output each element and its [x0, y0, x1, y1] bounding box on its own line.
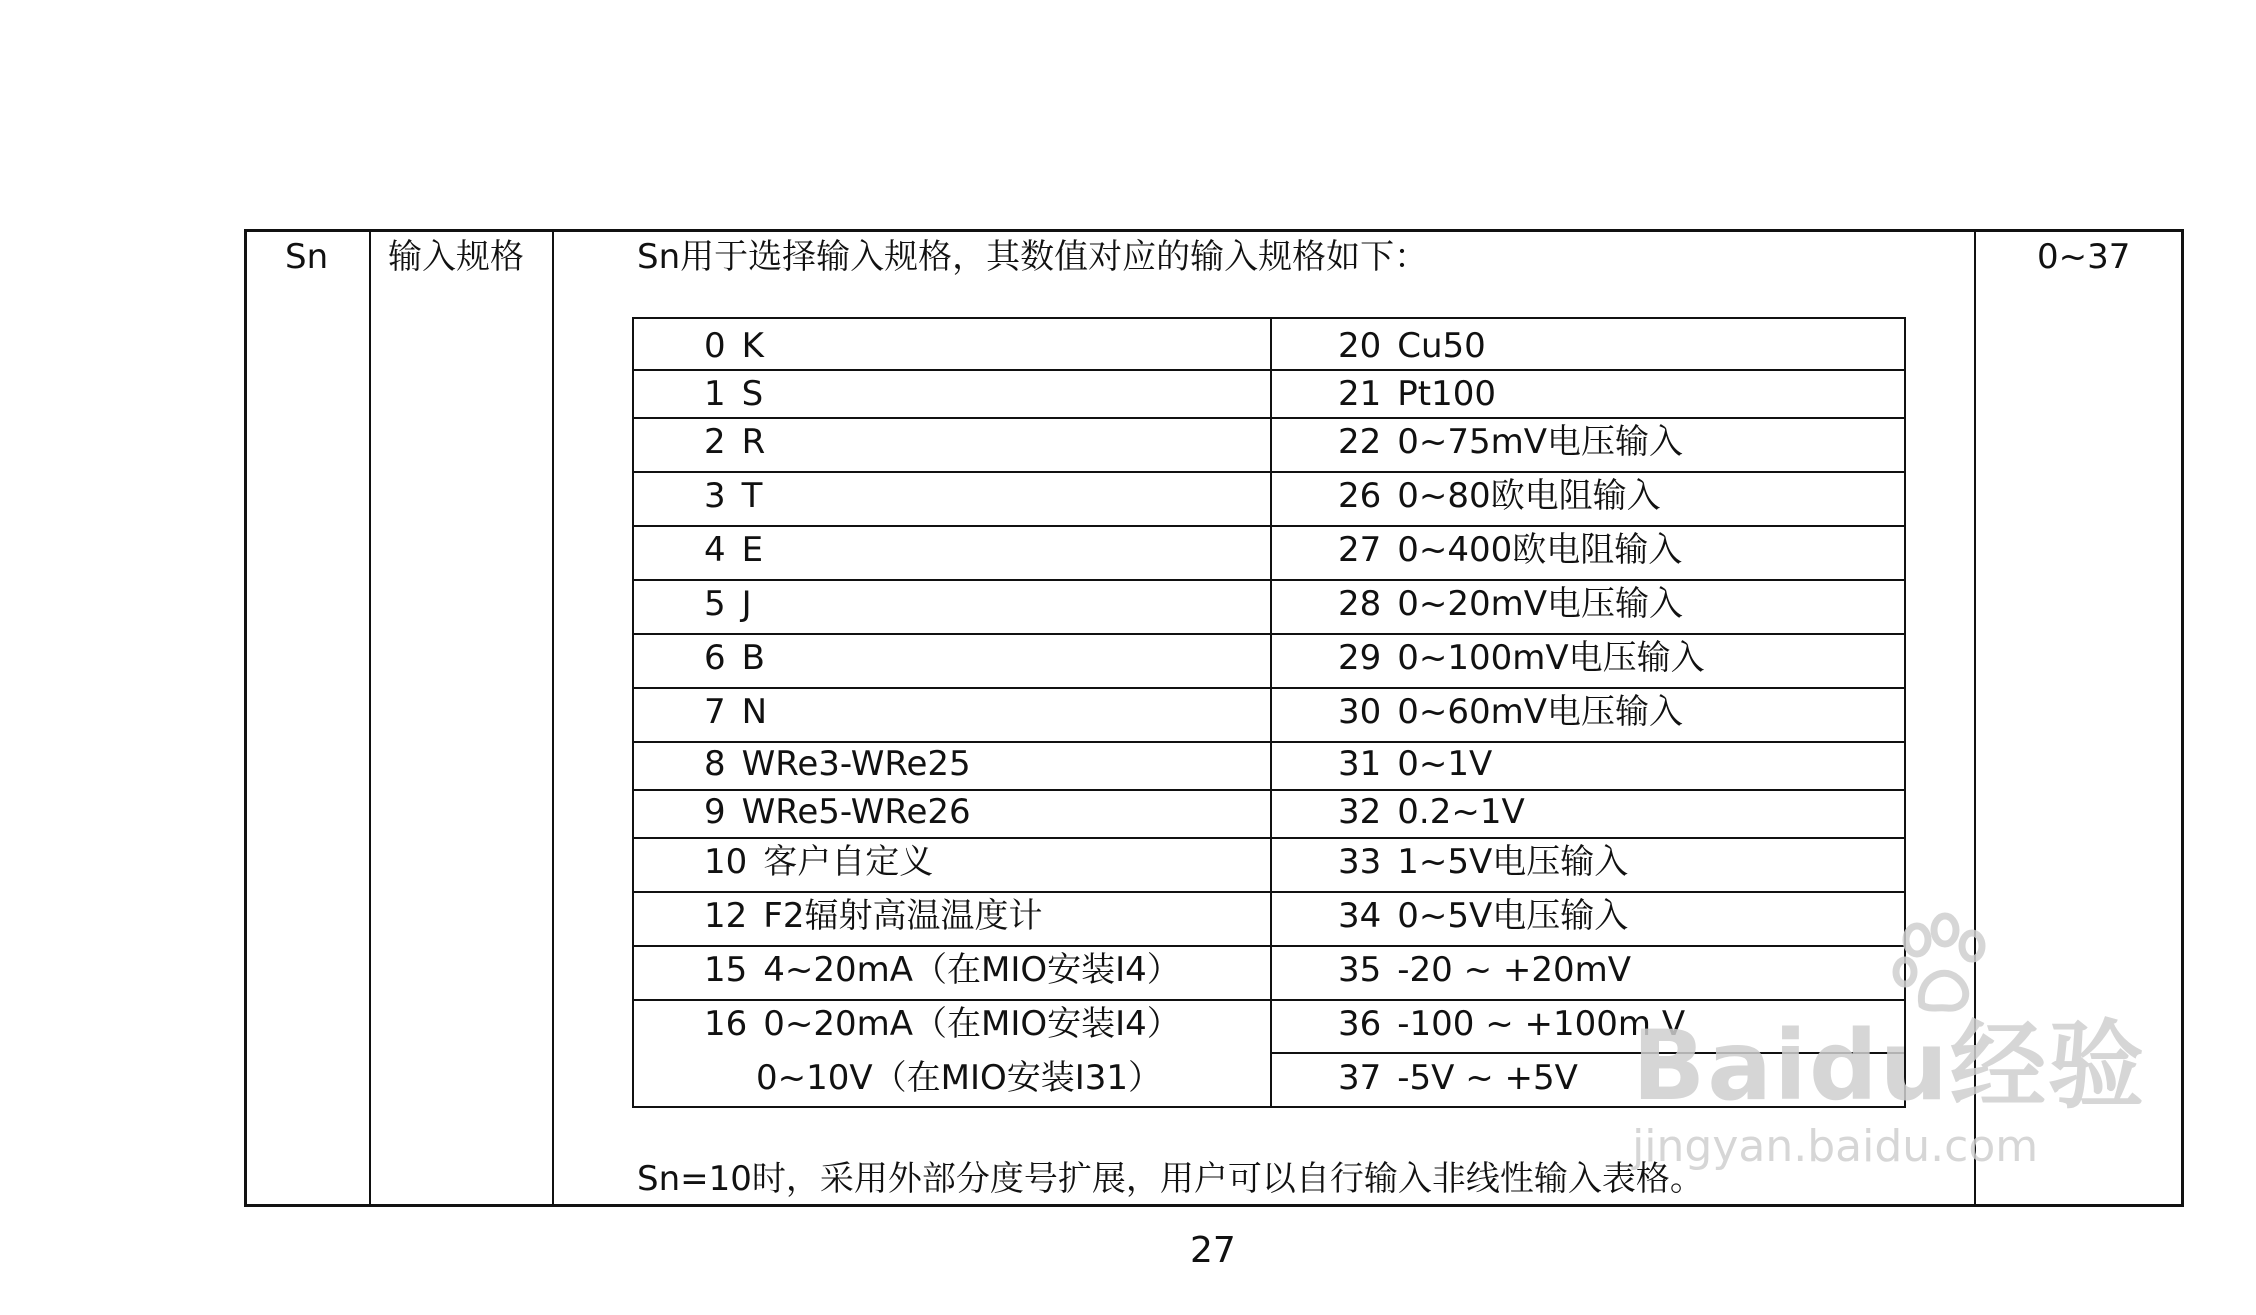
spec-code: 4 [704, 530, 726, 570]
spec-code: 20 [1338, 326, 1382, 366]
spec-label: 1~5V电压输入 [1397, 842, 1629, 882]
right-spec-item [1338, 950, 1632, 990]
left-spec-item [704, 744, 971, 784]
spec-label: WRe5-WRe26 [741, 792, 971, 832]
spec-label: 0~100mV电压输入 [1397, 638, 1705, 678]
row-divider [1270, 789, 1904, 791]
spec-code: 8 [704, 744, 726, 784]
column-divider [552, 232, 554, 1204]
row-divider [634, 741, 1270, 743]
row-divider [1270, 687, 1904, 689]
row-divider [634, 945, 1270, 947]
spec-label: E [741, 530, 764, 570]
row-divider [1270, 633, 1904, 635]
right-spec-item [1338, 476, 1661, 516]
left-spec-item [704, 326, 764, 366]
spec-label: S [741, 374, 764, 414]
right-spec-item [1338, 896, 1629, 936]
left-spec-item [704, 950, 1181, 990]
left-spec-item [704, 584, 752, 624]
spec-label: 0.2~1V [1397, 792, 1525, 832]
row-divider [1270, 417, 1904, 419]
spec-label: -5V ~ +5V [1397, 1058, 1578, 1098]
spec-label: 0~400欧电阻输入 [1397, 530, 1683, 570]
row-divider [1270, 891, 1904, 893]
spec-code: 34 [1338, 896, 1382, 936]
right-spec-item [1338, 374, 1496, 414]
spec-label: WRe3-WRe25 [741, 744, 971, 784]
page-number: 27 [1190, 1230, 1236, 1271]
spec-code: 32 [1338, 792, 1382, 832]
row-divider [1270, 945, 1904, 947]
watermark-brand: Baidu经验 [1632, 1010, 2146, 1122]
right-spec-item [1338, 584, 1684, 624]
param-name: 输入规格 [388, 237, 524, 277]
left-spec-item [704, 530, 764, 570]
spec-label: -20 ~ +20mV [1397, 950, 1632, 990]
spec-label: 0~60mV电压输入 [1397, 692, 1684, 732]
left-spec-item [704, 374, 764, 414]
spec-label: R [741, 422, 766, 462]
spec-code: 22 [1338, 422, 1382, 462]
paw-icon [1887, 910, 1997, 1020]
row-divider [634, 633, 1270, 635]
spec-code: 10 [704, 842, 748, 882]
right-spec-item [1338, 842, 1629, 882]
watermark-url: jingyan.baidu.com [1632, 1121, 2039, 1172]
right-spec-item [1338, 792, 1525, 832]
left-spec-item [704, 842, 934, 882]
spec-code: 28 [1338, 584, 1382, 624]
column-divider [369, 232, 371, 1204]
spec-code: 3 [704, 476, 726, 516]
spec-label: B [741, 638, 765, 678]
spec-label: 0~5V电压输入 [1397, 896, 1629, 936]
spec-code: 21 [1338, 374, 1382, 414]
spec-code: 5 [704, 584, 726, 624]
spec-code: 0 [704, 326, 726, 366]
baidu-watermark [1632, 990, 2146, 1172]
row-divider [634, 579, 1270, 581]
right-spec-item [1338, 744, 1493, 784]
row-divider [634, 837, 1270, 839]
param-range: 0~37 [2037, 237, 2131, 277]
right-spec-item [1338, 638, 1705, 678]
spec-label: T [741, 476, 763, 516]
spec-code: 16 [704, 1004, 748, 1044]
param-description-intro: Sn用于选择输入规格，其数值对应的输入规格如下： [637, 237, 1429, 277]
spec-code: 33 [1338, 842, 1382, 882]
spec-label: F2辐射高温温度计 [763, 896, 1043, 936]
spec-code: 6 [704, 638, 726, 678]
left-spec-item [704, 792, 971, 832]
spec-code: 29 [1338, 638, 1382, 678]
spec-label: -100 ~ +100m V [1397, 1004, 1686, 1044]
spec-code: 26 [1338, 476, 1382, 516]
row-divider [634, 789, 1270, 791]
spec-label: 客户自定义 [763, 842, 934, 882]
row-divider [1270, 837, 1904, 839]
left-spec-item [704, 638, 765, 678]
param-code: Sn [285, 237, 329, 277]
spec-code: 7 [704, 692, 726, 732]
spec-code: 9 [704, 792, 726, 832]
row-divider [634, 891, 1270, 893]
row-divider [1270, 369, 1904, 371]
left-spec-item [704, 692, 768, 732]
row-divider [634, 417, 1270, 419]
spec-code: 37 [1338, 1058, 1382, 1098]
spec-code: 36 [1338, 1004, 1382, 1044]
spec-label: 0~1V [1397, 744, 1493, 784]
spec-column-divider [1270, 319, 1272, 1106]
row-divider [1270, 471, 1904, 473]
spec-label: 0~75mV电压输入 [1397, 422, 1684, 462]
row-divider [634, 999, 1270, 1001]
row-divider [1270, 525, 1904, 527]
right-spec-item [1338, 326, 1486, 366]
left-spec-item [704, 422, 766, 462]
right-spec-item [1338, 1058, 1578, 1098]
row-divider [634, 687, 1270, 689]
right-spec-item [1338, 422, 1684, 462]
spec-code: 30 [1338, 692, 1382, 732]
spec-code: 27 [1338, 530, 1382, 570]
row-divider [634, 471, 1270, 473]
left-spec-item [740, 1058, 1163, 1098]
right-spec-item [1338, 692, 1684, 732]
row-divider [634, 369, 1270, 371]
spec-code: 15 [704, 950, 748, 990]
spec-label: K [741, 326, 764, 366]
spec-label: 0~80欧电阻输入 [1397, 476, 1661, 516]
spec-label: J [741, 584, 752, 624]
spec-label: 0~20mA（在MIO安装I4） [763, 1004, 1181, 1044]
right-spec-item [1338, 530, 1683, 570]
spec-label: 0~10V（在MIO安装I31） [756, 1058, 1163, 1098]
row-divider [1270, 741, 1904, 743]
left-spec-item [704, 896, 1043, 936]
spec-code: 31 [1338, 744, 1382, 784]
row-divider [634, 525, 1270, 527]
param-description-note: Sn=10时，采用外部分度号扩展，用户可以自行输入非线性输入表格。 [637, 1159, 1704, 1199]
spec-code: 35 [1338, 950, 1382, 990]
row-divider [1270, 579, 1904, 581]
spec-label: N [741, 692, 768, 732]
spec-code: 2 [704, 422, 726, 462]
spec-label: Cu50 [1397, 326, 1486, 366]
spec-code: 12 [704, 896, 748, 936]
left-spec-item [704, 1004, 1181, 1044]
spec-label: 0~20mV电压输入 [1397, 584, 1684, 624]
spec-label: 4~20mA（在MIO安装I4） [763, 950, 1181, 990]
spec-label: Pt100 [1397, 374, 1496, 414]
left-spec-item [704, 476, 763, 516]
spec-code: 1 [704, 374, 726, 414]
